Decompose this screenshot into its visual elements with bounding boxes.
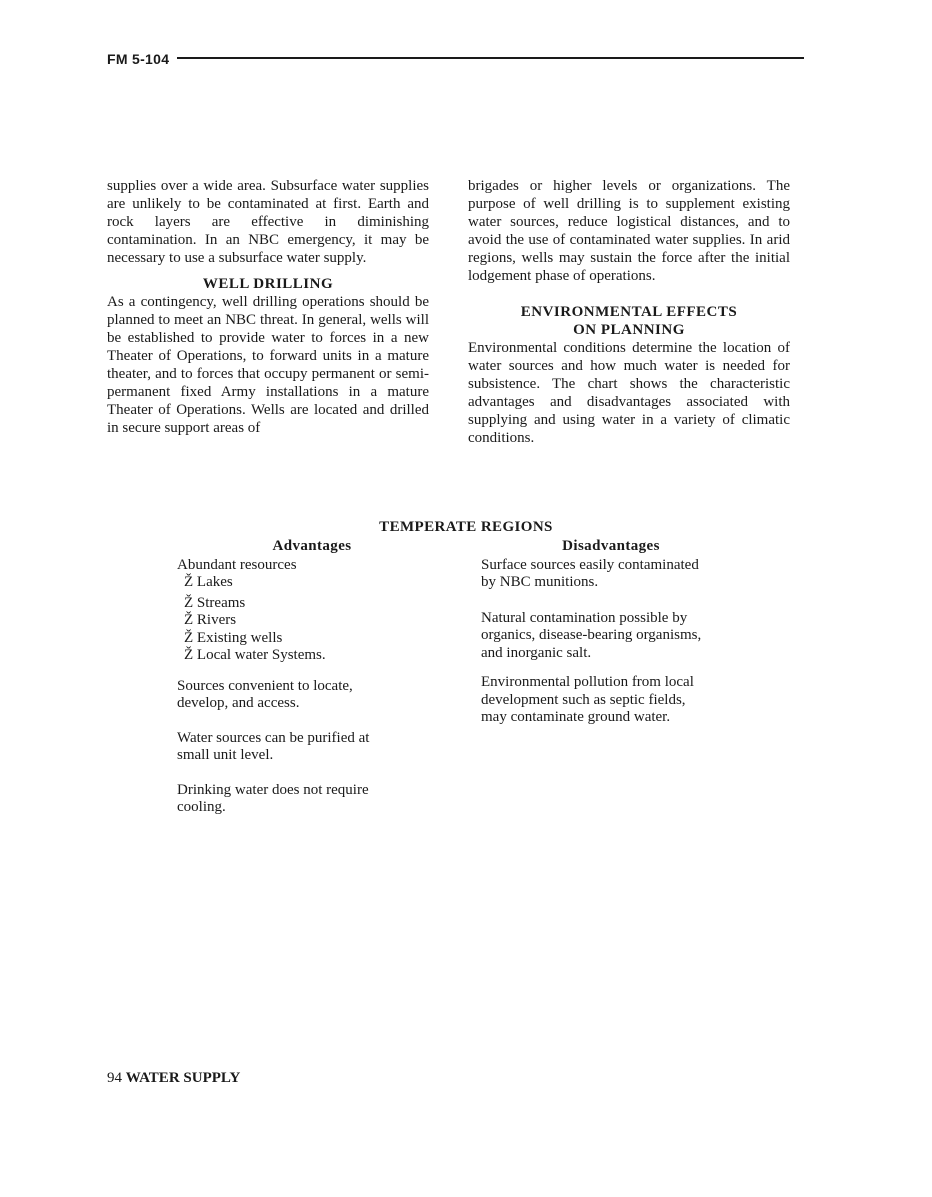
disadvantages-column xyxy=(481,538,741,727)
resource-item: Ž Streams xyxy=(184,594,246,611)
disadvantage-item: Environmental pollution from local development such as septic fields, may contaminate ground water. xyxy=(481,674,694,725)
advantage-item: Water sources can be purified at small unit level. xyxy=(177,729,370,763)
resource-item: Ž Existing wells xyxy=(184,629,283,646)
resource-item: Ž Local water Systems. xyxy=(184,647,326,663)
disadvantage-item: Surface sources easily contaminated by NBC munitions. xyxy=(481,556,699,590)
well-drilling-paragraph: As a contingency, well drilling operations should be planned to meet an NBC threat. In general, wells will be established to provide water to forces in a new Theater of Operations, to forward units in a mature theater, and to forces that occupy permanent or semi-permanent fixed Army installations in a mature Theater of Operations. Wells are located and drilled in secure support areas of xyxy=(107,294,429,436)
environmental-heading-line2: ON PLANNING xyxy=(573,322,685,338)
advantage-item: Sources convenient to locate, develop, and access. xyxy=(177,677,353,711)
continuation-paragraph: brigades or higher levels or organizations. The purpose of well drilling is to supplement existing water sources, reduce logistical distances, and to avoid the use of contaminated water supplies. In arid regions, wells may sustain the force after the initial lodgement phase of operations. xyxy=(468,178,790,284)
page-header xyxy=(107,50,804,70)
footer-section-title: WATER SUPPLY xyxy=(125,1070,241,1086)
page-number: 94 xyxy=(107,1070,122,1086)
left-column xyxy=(107,177,429,437)
well-drilling-heading: WELL DRILLING xyxy=(202,276,334,292)
disadvantages-heading: Disadvantages xyxy=(562,538,660,554)
chart-title: TEMPERATE REGIONS xyxy=(379,519,553,535)
environmental-paragraph: Environmental conditions determine the location of water sources and how much water is needed for subsistence. The chart shows the characteristic advantages and disadvantages associated with supplying and using water in a variety of climatic conditions. xyxy=(468,340,790,446)
resource-item: Ž Rivers xyxy=(184,612,237,628)
abundant-resources: Abundant resources xyxy=(177,556,297,573)
advantage-item: Drinking water does not require cooling. xyxy=(177,781,369,815)
right-column xyxy=(468,177,790,447)
advantages-column xyxy=(177,538,447,817)
intro-paragraph: supplies over a wide area. Subsurface water supplies are unlikely to be contaminated at first. Earth and rock layers are effective in diminishing contamination. In an NBC emergency, it may be necessary to use a subsurface water supply. xyxy=(107,178,429,266)
disadvantage-item: Natural contamination possible by organics, disease-bearing organisms, and inorganic salt. xyxy=(481,609,702,661)
environmental-heading-line1: ENVIRONMENTAL EFFECTS xyxy=(520,304,738,320)
manual-number: FM 5-104 xyxy=(107,50,177,68)
advantages-heading: Advantages xyxy=(272,538,352,554)
header-rule xyxy=(107,57,804,59)
resource-item: Ž Lakes xyxy=(184,574,233,590)
page-footer xyxy=(107,1069,240,1087)
